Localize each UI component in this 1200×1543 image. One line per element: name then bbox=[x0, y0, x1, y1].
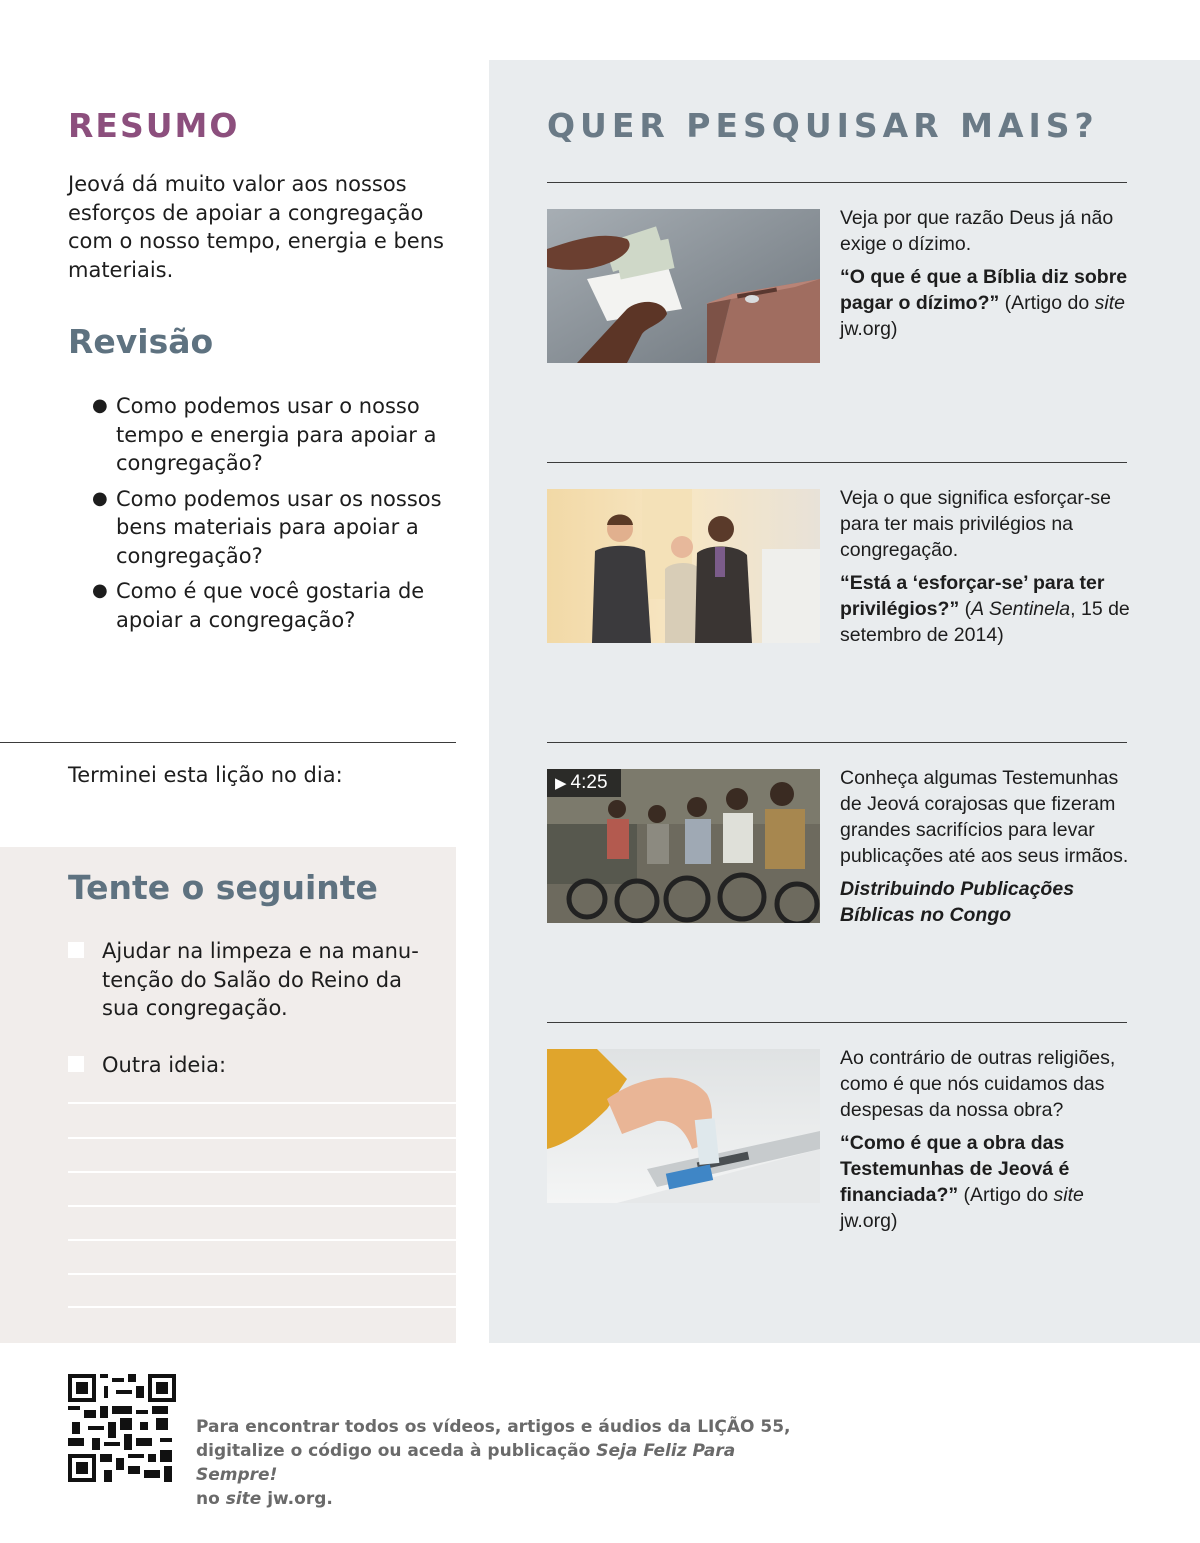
video-link[interactable]: Distribuindo Publicações Bíblicas no Congo bbox=[840, 878, 1075, 926]
write-line[interactable] bbox=[68, 1171, 456, 1173]
play-icon: ▶ bbox=[555, 775, 567, 792]
revisao-title: Revisão bbox=[68, 322, 214, 361]
research-entry-3: Conheça algumas Testemunhas de Jeová corajosas que fizeram grandes sacrifícios para levar publicações até aos seus irmãos. Distribuindo Publicações Bíblicas no Congo bbox=[840, 767, 1129, 926]
research-entry-4: Ao contrário de outras religiões, como é que nós cuidamos das despesas da nossa obra? “Como é que a obra das Testemunhas de Jeová é financiada?” (Artigo do site jw.org) bbox=[840, 1047, 1116, 1232]
video-duration-badge: ▶ 4:25 bbox=[547, 769, 621, 797]
write-line[interactable] bbox=[68, 1306, 456, 1308]
article-link[interactable]: “O que é que a Bíblia diz sobre pagar o dízimo?” bbox=[840, 266, 1128, 314]
resumo-text: Jeová dá muito valor aos nossos esforços de apoiar a congregação com o nosso tempo, energia e bens materiais. bbox=[68, 172, 444, 282]
list-item: ● Como podemos usar o nosso tempo e energia para apoiar a congregação? bbox=[92, 394, 437, 475]
donation-envelope-image[interactable] bbox=[547, 209, 820, 363]
divider bbox=[547, 1022, 1127, 1023]
research-title: QUER PESQUISAR MAIS? bbox=[547, 106, 1099, 145]
write-line[interactable] bbox=[68, 1137, 456, 1139]
divider bbox=[547, 462, 1127, 463]
footer-note: Para encontrar todos os vídeos, artigos e áudios da LIÇÃO 55, digitalize o código ou aceda à publicação Seja Feliz Para Sempre! no site jw.org. bbox=[196, 1417, 791, 1509]
bicycles-congo-image[interactable] bbox=[547, 769, 820, 923]
checklist-item-other[interactable]: Outra ideia: bbox=[68, 1051, 422, 1080]
divider bbox=[547, 742, 1127, 743]
list-item: ● Como podemos usar os nossos bens materiais para apoiar a congregação? bbox=[92, 486, 442, 568]
tente-box bbox=[0, 847, 456, 1343]
write-line[interactable] bbox=[68, 1102, 456, 1104]
qr-code-icon[interactable] bbox=[68, 1374, 176, 1482]
checkbox[interactable] bbox=[68, 1056, 84, 1072]
research-entry-1: Veja por que razão Deus já não exige o dízimo. “O que é que a Bíblia diz sobre pagar o dízimo?” (Artigo do site jw.org) bbox=[840, 207, 1128, 340]
write-line[interactable] bbox=[68, 1273, 456, 1275]
checkbox[interactable] bbox=[68, 942, 84, 958]
article-link[interactable]: “Como é que a obra das Testemunhas de Jeová é financiada?” bbox=[840, 1132, 1070, 1206]
contribution-box-image[interactable] bbox=[547, 1049, 820, 1203]
bullet-icon: ● bbox=[92, 580, 108, 601]
list-item: ● Como é que você gostaria de apoiar a congregação? bbox=[92, 579, 425, 632]
article-link[interactable]: “Está a ‘esforçar-se’ para ter privilégios?” bbox=[840, 572, 1105, 620]
write-line[interactable] bbox=[68, 1205, 456, 1207]
bullet-icon: ● bbox=[92, 395, 108, 416]
completion-date-label: Terminei esta lição no dia: bbox=[68, 763, 343, 787]
divider bbox=[547, 182, 1127, 183]
brothers-conversation-image[interactable] bbox=[547, 489, 820, 643]
divider bbox=[0, 742, 456, 743]
resumo-title: RESUMO bbox=[68, 106, 240, 145]
bullet-icon: ● bbox=[92, 487, 108, 509]
research-entry-2: Veja o que significa esforçar-se para ter mais privilégios na congregação. “Está a ‘esforçar-se’ para ter privilégios?” (A Sentinela, 15 de setembro de 2014) bbox=[840, 487, 1130, 646]
checklist-item-cleaning[interactable]: Ajudar na limpeza e na manutenção do Salão do Reino da sua congregação. bbox=[68, 937, 422, 1023]
tente-title: Tente o seguinte bbox=[68, 868, 378, 907]
publication-link[interactable]: Seja Feliz Para Sempre! bbox=[196, 1441, 736, 1485]
write-line[interactable] bbox=[68, 1239, 456, 1241]
revisao-list bbox=[92, 392, 452, 641]
